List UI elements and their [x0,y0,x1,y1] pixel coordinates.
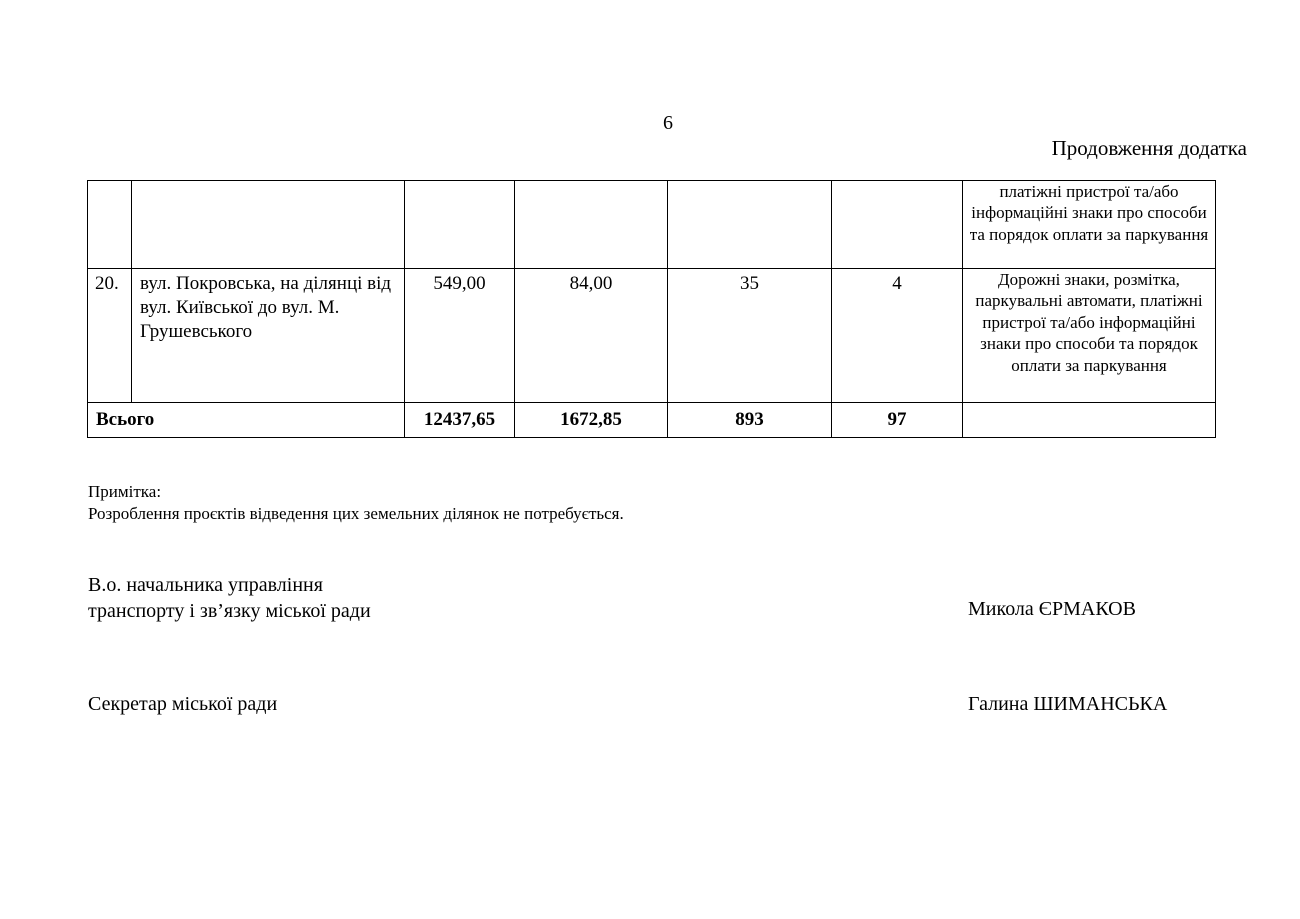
cell-col4 [515,181,668,269]
cell-description: Дорожні знаки, розмітка, паркувальні автомати, платіжні пристрої та/або інформаційні знаки про способи та порядок оплати за паркування [963,269,1216,403]
total-description [963,403,1216,438]
cell-col5: 35 [668,269,832,403]
cell-col6: 4 [832,269,963,403]
continuation-label: Продовження додатка [1051,136,1247,160]
page-number: 6 [663,112,673,134]
total-col4: 1672,85 [515,403,668,438]
total-col6: 97 [832,403,963,438]
signature-1-name: Микола ЄРМАКОВ [968,598,1136,620]
note-title: Примітка: [88,482,162,501]
table-row-continued [88,181,1216,269]
cell-street [132,181,405,269]
signature-2-name: Галина ШИМАНСЬКА [968,693,1168,715]
table-row-20 [88,269,1216,403]
cell-col3 [405,181,515,269]
signature-2-title: Секретар міської ради [88,693,278,715]
cell-col4: 84,00 [515,269,668,403]
total-label: Всього [88,403,405,438]
cell-description: платіжні пристрої та/або інформаційні знаки про способи та порядок оплати за паркування [963,181,1216,269]
total-col3: 12437,65 [405,403,515,438]
total-col5: 893 [668,403,832,438]
cell-col3: 549,00 [405,269,515,403]
cell-col5 [668,181,832,269]
cell-col6 [832,181,963,269]
signature-1-title-line2: транспорту і зв’язку міської ради [88,600,371,622]
cell-street: вул. Покровська, на ділянці від вул. Київської до вул. М. Грушевського [132,269,405,403]
cell-number: 20. [88,269,132,403]
signature-1-title [88,572,371,624]
signature-1-title-line1: В.о. начальника управління [88,574,323,596]
note [88,481,624,525]
note-text: Розроблення проєктів відведення цих земельних ділянок не потребується. [88,504,624,523]
table-row-total [88,403,1216,438]
data-table [87,180,1216,438]
cell-number [88,181,132,269]
